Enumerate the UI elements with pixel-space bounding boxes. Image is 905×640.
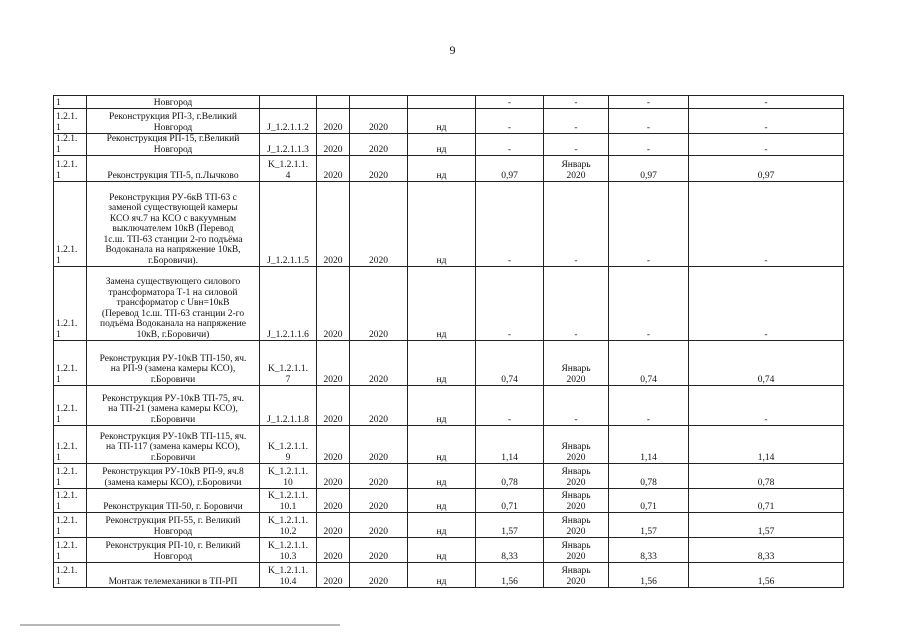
table-row [54,563,844,588]
table-row [54,267,844,341]
value-1-cell: - [476,109,544,134]
table-row [54,96,844,109]
status-cell: нд [408,341,476,386]
date-cell: Январь 2020 [544,341,609,386]
value-1-cell: 0,71 [476,489,544,513]
value-4-cell: - [689,386,844,426]
value-1-cell: 1,57 [476,513,544,538]
table-row [54,426,844,464]
value-3-cell: 1,57 [609,513,689,538]
status-cell: нд [408,134,476,156]
value-1-cell: 1,14 [476,426,544,464]
value-3-cell: - [609,109,689,134]
date-cell: - [544,267,609,341]
value-3-cell: 1,14 [609,426,689,464]
object-name-cell: Реконструкция РП-3, г.Великий Новгород [87,109,260,134]
project-code-cell: K_1.2.1.1. 10.3 [260,538,317,563]
start-year-cell: 2020 [317,134,350,156]
end-year-cell: 2020 [350,341,408,386]
table-row [54,489,844,513]
date-cell: - [544,182,609,267]
start-year-cell: 2020 [317,489,350,513]
status-cell: нд [408,489,476,513]
value-3-cell: 0,71 [609,489,689,513]
table-row [54,182,844,267]
start-year-cell: 2020 [317,267,350,341]
status-cell: нд [408,426,476,464]
status-cell: нд [408,464,476,489]
start-year-cell: 2020 [317,426,350,464]
page-number: 9 [449,43,456,57]
end-year-cell: 2020 [350,134,408,156]
table-row [54,156,844,182]
status-cell: нд [408,182,476,267]
date-cell: - [544,134,609,156]
value-3-cell: - [609,386,689,426]
value-1-cell: 0,74 [476,341,544,386]
table-row [54,386,844,426]
object-name-cell: Реконструкция РУ-6кВ ТП-63 с заменой существующей камеры КСО яч.7 на КСО с вакуумным выключателем 10кВ (Перевод 1с.ш. ТП-63 станции 2-го подъёма Водоканала на напряжение 10кВ, г.Боровичи). [87,182,260,267]
row-number-cell: 1.2.1. 1 [54,464,87,489]
status-cell: нд [408,267,476,341]
object-name-cell: Новгород [87,96,260,109]
value-4-cell: - [689,182,844,267]
date-cell: - [544,96,609,109]
row-number-cell: 1.2.1. 1 [54,156,87,182]
status-cell: нд [408,538,476,563]
status-cell [408,96,476,109]
start-year-cell: 2020 [317,464,350,489]
object-name-cell: Замена существующего силового трансформатора Т-1 на силовой трансформатор с Uвн=10кВ (Перевод 1с.ш. ТП-63 станции 2-го подъёма Водоканала на напряжение 10кВ, г.Боровичи) [87,267,260,341]
end-year-cell: 2020 [350,563,408,588]
project-code-cell: J_1.2.1.1.5 [260,182,317,267]
value-4-cell: 0,97 [689,156,844,182]
row-number-cell: 1.2.1. 1 [54,563,87,588]
start-year-cell: 2020 [317,538,350,563]
row-number-cell: 1.2.1. 1 [54,489,87,513]
value-1-cell: 0,97 [476,156,544,182]
table-row [54,109,844,134]
date-cell: Январь 2020 [544,563,609,588]
project-code-cell [260,96,317,109]
row-number-cell: 1.2.1. 1 [54,109,87,134]
row-number-cell: 1.2.1. 1 [54,513,87,538]
value-3-cell: - [609,96,689,109]
status-cell: нд [408,513,476,538]
value-3-cell: - [609,182,689,267]
value-4-cell: 1,14 [689,426,844,464]
date-cell: Январь 2020 [544,156,609,182]
object-name-cell: Реконструкция РП-10, г. Великий Новгород [87,538,260,563]
end-year-cell [350,96,408,109]
status-cell: нд [408,563,476,588]
value-1-cell: 1,56 [476,563,544,588]
value-3-cell: - [609,267,689,341]
row-number-cell: 1.2.1. 1 [54,538,87,563]
project-code-cell: K_1.2.1.1. 10.1 [260,489,317,513]
end-year-cell: 2020 [350,464,408,489]
project-code-cell: K_1.2.1.1. 9 [260,426,317,464]
end-year-cell: 2020 [350,538,408,563]
date-cell: Январь 2020 [544,538,609,563]
table-row [54,341,844,386]
value-4-cell: 0,74 [689,341,844,386]
date-cell: - [544,109,609,134]
status-cell: нд [408,109,476,134]
value-3-cell: 8,33 [609,538,689,563]
value-3-cell: 0,78 [609,464,689,489]
row-number-cell: 1.2.1. 1 [54,134,87,156]
value-4-cell: 0,71 [689,489,844,513]
project-code-cell: K_1.2.1.1. 10 [260,464,317,489]
end-year-cell: 2020 [350,182,408,267]
project-code-cell: J_1.2.1.1.6 [260,267,317,341]
value-4-cell: 0,78 [689,464,844,489]
start-year-cell: 2020 [317,156,350,182]
value-1-cell: - [476,267,544,341]
project-code-cell: J_1.2.1.1.3 [260,134,317,156]
row-number-cell: 1.2.1. 1 [54,426,87,464]
start-year-cell: 2020 [317,563,350,588]
end-year-cell: 2020 [350,109,408,134]
value-4-cell: - [689,134,844,156]
project-code-cell: K_1.2.1.1. 10.4 [260,563,317,588]
value-1-cell: 8,33 [476,538,544,563]
scan-artifact-line [20,624,340,626]
object-name-cell: Реконструкция РУ-10кВ ТП-150, яч. на РП-9 (замена камеры КСО), г.Боровичи [87,341,260,386]
object-name-cell: Реконструкция РУ-10кВ ТП-75, яч. на ТП-21 (замена камеры КСО), г.Боровичи [87,386,260,426]
value-1-cell: 0,78 [476,464,544,489]
table-row [54,464,844,489]
row-number-cell: 1.2.1. 1 [54,182,87,267]
value-1-cell: - [476,386,544,426]
value-3-cell: 0,97 [609,156,689,182]
end-year-cell: 2020 [350,386,408,426]
object-name-cell: Реконструкция ТП-5, п.Лычково [87,156,260,182]
object-name-cell: Реконструкция РП-55, г. Великий Новгород [87,513,260,538]
project-code-cell: J_1.2.1.1.8 [260,386,317,426]
end-year-cell: 2020 [350,156,408,182]
value-4-cell: 8,33 [689,538,844,563]
start-year-cell [317,96,350,109]
start-year-cell: 2020 [317,341,350,386]
row-number-cell: 1 [54,96,87,109]
table-row [54,538,844,563]
value-1-cell: - [476,134,544,156]
value-3-cell: 0,74 [609,341,689,386]
object-name-cell: Реконструкция РУ-10кВ РП-9, яч.8 (замена камеры КСО), г.Боровичи [87,464,260,489]
row-number-cell: 1.2.1. 1 [54,341,87,386]
table-row [54,134,844,156]
table-row [54,513,844,538]
date-cell: - [544,386,609,426]
date-cell: Январь 2020 [544,464,609,489]
date-cell: Январь 2020 [544,513,609,538]
project-code-cell: K_1.2.1.1. 10.2 [260,513,317,538]
investment-table [53,95,844,588]
project-code-cell: K_1.2.1.1. 7 [260,341,317,386]
start-year-cell: 2020 [317,182,350,267]
end-year-cell: 2020 [350,267,408,341]
value-4-cell: - [689,96,844,109]
date-cell: Январь 2020 [544,489,609,513]
end-year-cell: 2020 [350,426,408,464]
row-number-cell: 1.2.1. 1 [54,267,87,341]
value-1-cell: - [476,182,544,267]
status-cell: нд [408,386,476,426]
value-3-cell: 1,56 [609,563,689,588]
value-4-cell: - [689,109,844,134]
row-number-cell: 1.2.1. 1 [54,386,87,426]
object-name-cell: Реконструкция ТП-50, г. Боровичи [87,489,260,513]
start-year-cell: 2020 [317,109,350,134]
object-name-cell: Монтаж телемеханики в ТП-РП [87,563,260,588]
value-4-cell: 1,56 [689,563,844,588]
status-cell: нд [408,156,476,182]
object-name-cell: Реконструкция РП-15, г.Великий Новгород [87,134,260,156]
object-name-cell: Реконструкция РУ-10кВ ТП-115, яч. на ТП-117 (замена камеры КСО), г.Боровичи [87,426,260,464]
value-3-cell: - [609,134,689,156]
end-year-cell: 2020 [350,513,408,538]
end-year-cell: 2020 [350,489,408,513]
project-code-cell: J_1.2.1.1.2 [260,109,317,134]
start-year-cell: 2020 [317,386,350,426]
value-4-cell: 1,57 [689,513,844,538]
date-cell: Январь 2020 [544,426,609,464]
project-code-cell: K_1.2.1.1. 4 [260,156,317,182]
value-4-cell: - [689,267,844,341]
value-1-cell: - [476,96,544,109]
start-year-cell: 2020 [317,513,350,538]
